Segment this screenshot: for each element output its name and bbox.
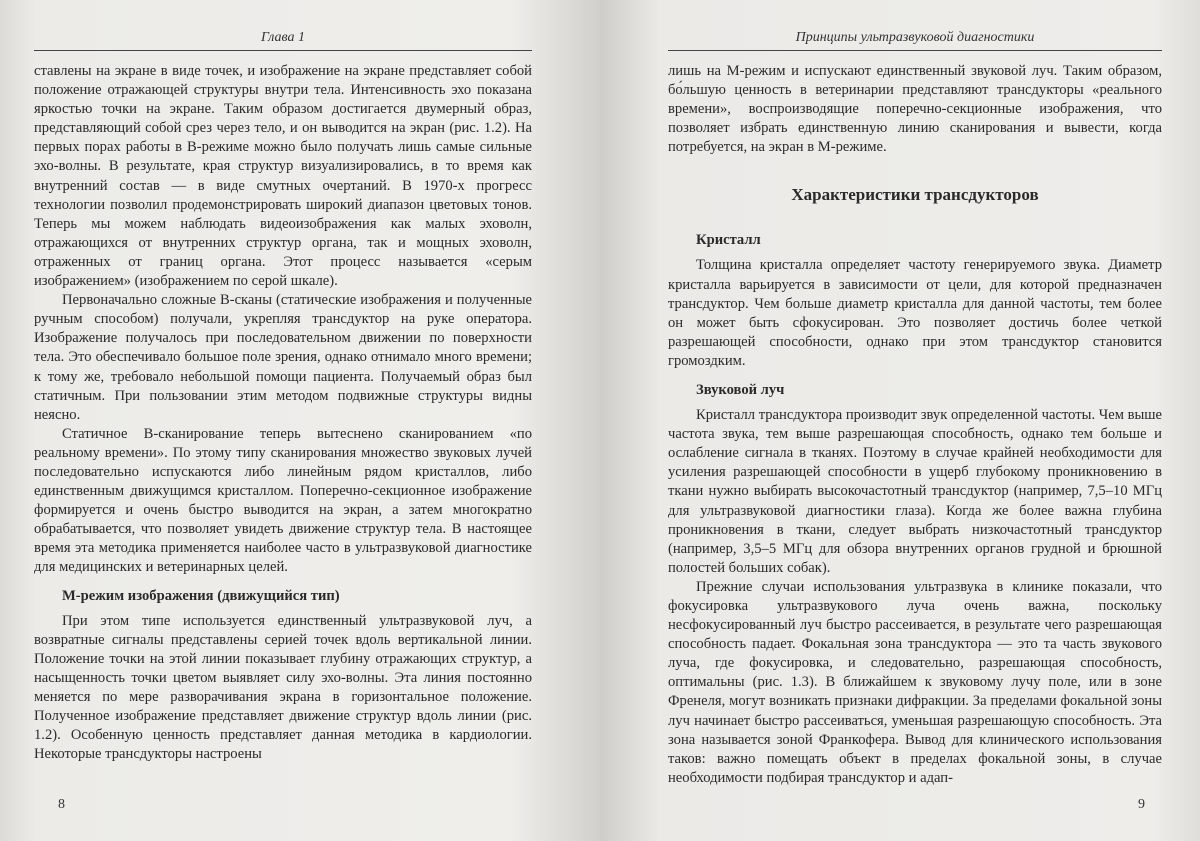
left-page-body bbox=[34, 62, 532, 764]
paragraph: При этом типе используется единственный ультразвуковой луч, а возвратные сигналы представлены серией точек вдоль вертикальной линии. Положение точки на этой линии показывает глубину отражающих структур, а насыщенность точки цветом выявляет силу эхо-волны. Эта линия постоянно меняется по мере разворачивания экрана в горизонтальное положение. Полученное изображение представляет движение структур вдоль линии (рис. 1.2). Особенную ценность представляет данная методика в кардиологии. Некоторые трансдукторы настроены bbox=[34, 612, 532, 763]
page-number-left: 8 bbox=[58, 797, 65, 812]
paragraph: Прежние случаи использования ультразвука в клинике показали, что фокусировка ультразвукового луча очень важна, поскольку несфокусированный луч быстро рассеивается, в результате чего разрешающая способность падает. Фокальная зона трансдуктора — это та часть звукового луча, где фокусировка, и следовательно, разрешающая способность, оптимальны (рис. 1.3). В ближайшем к звуковому лучу поле, или в зоне Френеля, могут возникать признаки дифракции. За пределами фокальной зоны луч начинает быстро рассеиваться, уменьшая разрешающую способность. Эта зона называется зоной Франкофера. Вывод для клинического использования таков: важно помещать объект в пределах фокальной зоны, в случае необходимости подбирая трансдуктор и адап- bbox=[668, 578, 1162, 786]
subsection-heading: Кристалл bbox=[696, 232, 761, 249]
right-page bbox=[600, 0, 1200, 841]
paragraph: Статичное В-сканирование теперь вытеснено сканированием «по реальному времени». По этому типу сканирования множество звуковых лучей последовательно испускаются либо линейным рядом кристаллов, либо единственным движущимся кристаллом. Поперечно-секционное изображение формируется и очень быстро выводится на экран, а затем многократно обрабатывается, что позволяет увидеть движение структур тела. В настоящее время эта методика применяется наиболее часто в ультразвуковой диагностике для медицинских и ветеринарных целей. bbox=[34, 425, 532, 576]
paragraph: Первоначально сложные В-сканы (статические изображения и полученные ручным способом) получали, укрепляя трансдуктор на руке оператора. Изображение получалось при последовательном движении по поверхности тела. Это обеспечивало большое поле зрения, однако отнимало много времени; к тому же, требовало небольшой помощи пациента. Получаемый образ был статичным. При пользовании этим методом подвижные структуры видны неясно. bbox=[34, 292, 532, 423]
page-number-right: 9 bbox=[1138, 797, 1145, 812]
paragraph: лишь на М-режим и испускают единственный звуковой луч. Таким образом, бо́льшую ценность в ветеринарии представляют трансдукторы «реального времени», воспроизводящие поперечно-секционные изображения, что позволяет избрать единственную линию сканирования и вывести, когда потребуется, на экран в М-режиме. bbox=[668, 63, 1162, 156]
paragraph: ставлены на экране в виде точек, и изображение на экране представляет собой положение отражающей структуры внутри тела. Интенсивность эхо показана яркостью точки на экране. Таким образом достигается двумерный образ, представляющий собой срез через тело, и он выводится на экран (рис. 1.2). На первых порах работы в В-режиме можно было получать лишь самые сильные эхо-волны. В результате, края структур визуализировались, в то время как внутренний состав — в виде смутных очертаний. В 1970-х прогресс технологии позволил продемонстрировать широкий диапазон цветовых тонов. Теперь мы можем наблюдать видеоизображения как малых эховолн, отражающихся от внутренних структур органа, так и мощных эховолн, отраженных от границ органа. Этот процесс называется «серым изображением» (изображением по серой шкале). bbox=[34, 63, 532, 290]
running-head-left: Глава 1 bbox=[261, 30, 305, 45]
running-head-right: Принципы ультразвуковой диагностики bbox=[795, 30, 1035, 45]
subsection-heading: Звуковой луч bbox=[696, 382, 785, 399]
chapter-section-heading: Характеристики трансдукторов bbox=[791, 185, 1039, 205]
paragraph: Кристалл трансдуктора производит звук определенной частоты. Чем выше частота звука, тем выше разрешающая способность, однако тем больше и ослабление сигнала в тканях. Поэтому в случае крайней необходимости для усиления разрешающей способности в ущерб глубокому проникновению в ткани нужно выбирать высокочастотный трансдуктор (например, 7,5–10 МГц для ультразвуковой диагностики глаза). Когда же более важна глубина проникновения в ткани, следует выбрать низкочастотный трансдуктор (например, 3,5–5 МГц для обзора внутренних органов грудной и брюшной полостей больших собак). bbox=[668, 407, 1162, 576]
paragraph: Толщина кристалла определяет частоту генерируемого звука. Диаметр кристалла варьируется в зависимости от цели, для которой предназначен трансдуктор. Чем больше диаметр кристалла для данной частоты, тем более он может быть сфокусирован. Это позволяет достичь более четкой разрешающей способности, однако при этом трансдуктор становится громоздким. bbox=[668, 257, 1162, 369]
header-rule-right bbox=[668, 50, 1162, 51]
header-rule-left bbox=[34, 50, 532, 51]
right-page-body bbox=[668, 62, 1162, 788]
section-heading: М-режим изображения (движущийся тип) bbox=[62, 587, 340, 604]
